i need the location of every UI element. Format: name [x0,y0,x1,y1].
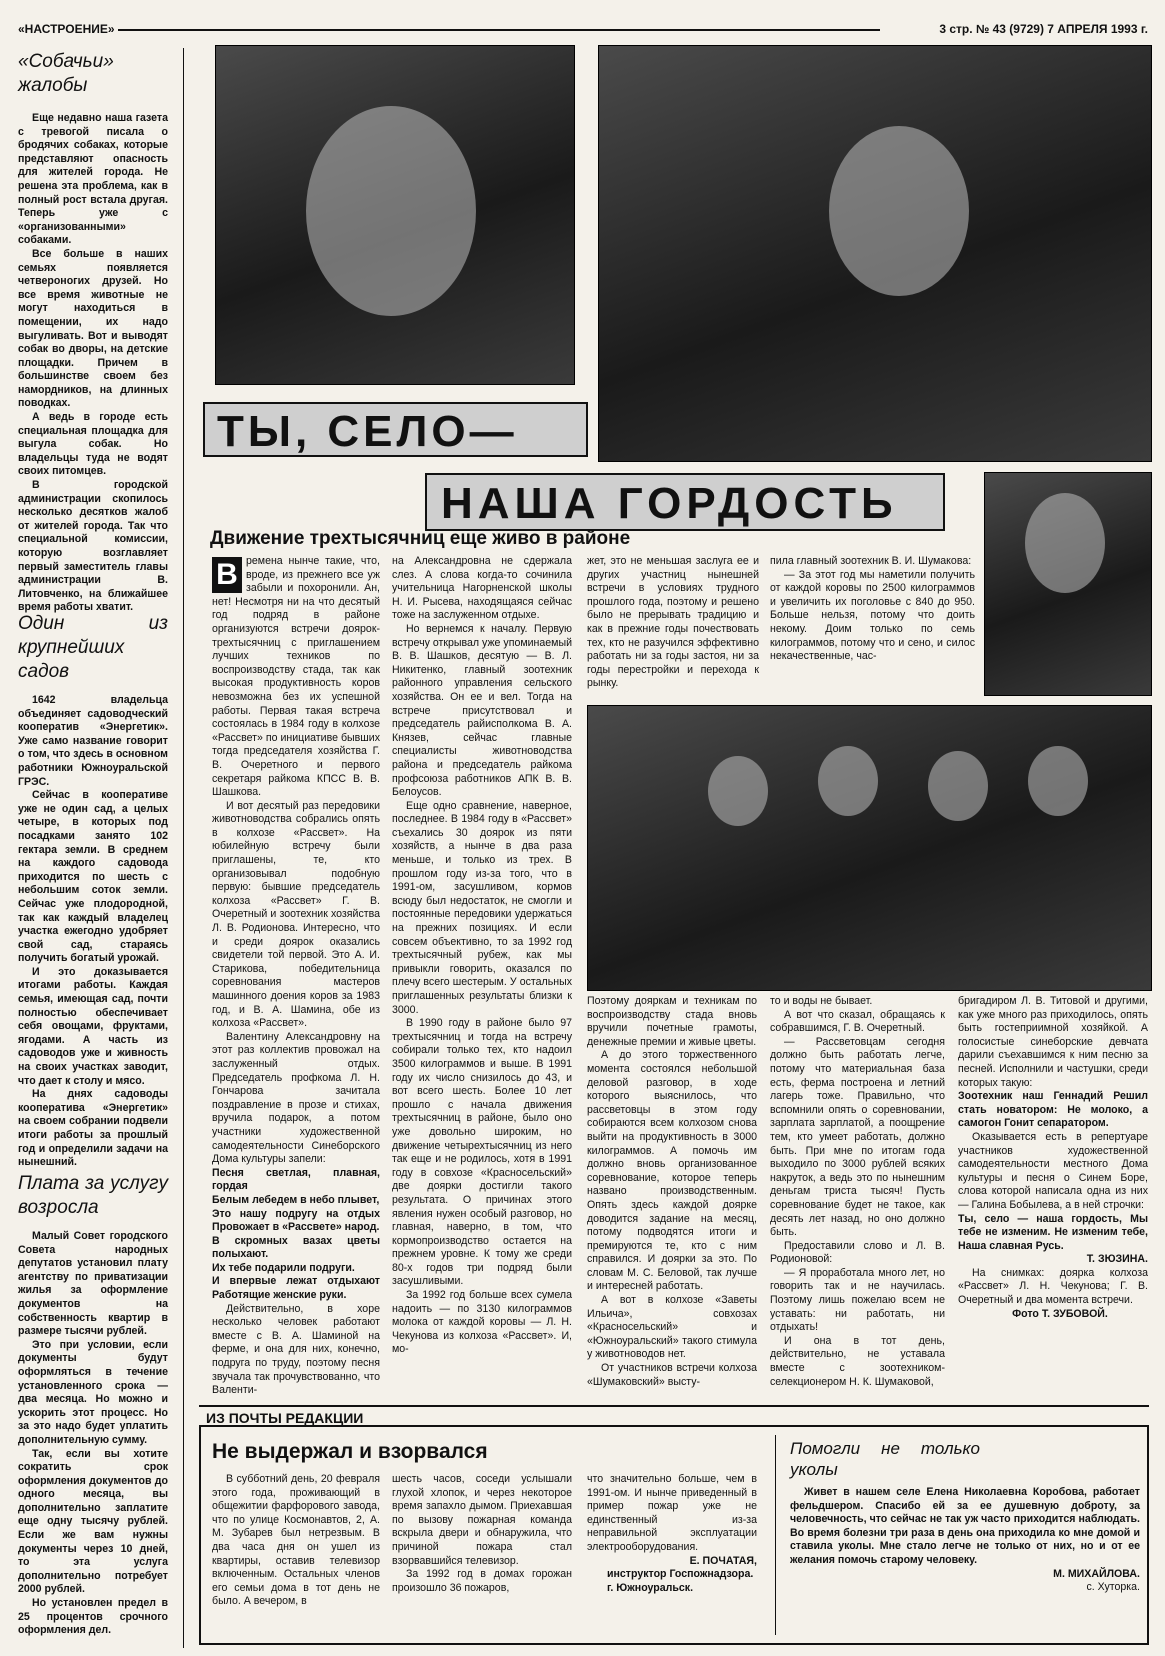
service-p4: Но установлен предел в 25 процентов срочного оформления дел. [18,1597,168,1637]
main-c1d: Действительно, в хоре несколько человек работают вместе с В. А. Шаминой на ферме, и она для них, конечно, подруга по труду, поэтому песня звучала так прочувствованно, что Валенти- [212,1302,380,1397]
fire-role: инструктор Госпожнадзора. [607,1568,754,1581]
dogs-p2: Все больше в наших семьях появляется четвероногих друзей. Но все время животные не могут находиться в помещении, их надо выгуливать. Вот и выводят собак во дворы, на детские площадки. Причем в большинстве своем без намордников, на длинных поводках. [18,247,168,410]
dogs-p3: А ведь в городе есть специальная площадка для выгула собак. Но владельцы туда не водят своих питомцев. [18,411,168,478]
dogs-title: «Собачьи» жалобы [18,51,114,96]
main-b2e: — Я проработала много лет, но говорить так и не научилась. Поэтому лишь пожелаю всем не уставать: ни работать, ни отдыхать! [770,1266,945,1334]
main-c2: на Александровна не сдержала слез. А слова когда-то сочинила учительница Нагорненской школы Н. И. Рысева, находящаяся сейчас тоже на заслуженном отдыхе. [392,555,572,622]
poem-line: В скромных вазах цветы полыхают. [212,1234,380,1261]
main-col-b1 [587,995,757,1400]
gardens-title: Один из крупнейших садов [18,613,168,682]
main-c2b: Но вернемся к началу. Первую встречу открывал уже упоминаемый В. В. Шашков, десятую — В. Л. Никитенко, главный зоотехник районного управления сельского хозяйства. Он ее и вел. Тогда на встрече присутствовал и председатель райисполкома В. А. Князев, сейчас главные специалисты животноводства района и председатель райкома профсоюза работников АПК В. В. Белоусов. [392,622,572,799]
main-b2c: — Рассветовцам сегодня должно быть работать легче, потому что материальная база есть, ферма построена и летний лагерь тоже. Правильно, что вспомнили опять о соревновании, зарплата зарплатой, а поощрение тем, кто умеет работать, должно быть. При мне по итогам года выходило по 3000 рублей всяких накруток, а ведь это по нынешним деньгам триста тысяч! Пусть соревнование будет не такое, как десять лет назад, но оно должно быть. [770,1035,945,1239]
headline-part2: НАША ГОРДОСТЬ [425,473,945,531]
help-author: М. МИХАЙЛОВА. [1053,1567,1140,1580]
main-b2d: Предоставили слово и Л. В. Родионовой: [770,1239,945,1266]
main-c1c: Валентину Александровну на этот раз коллектив провожал на заслуженный отдых. Председатель профкома Л. Н. Гончарова зачитала поздравление в прозе и стихах, вручила подарок, а потом участники художественной самодеятельности Синеборского Дома культуры запели: [212,1030,380,1166]
mail-section-tag: ИЗ ПОЧТЫ РЕДАКЦИИ [200,1410,369,1426]
main-b1c: А вот в колхозе «Заветы Ильича», совхозах «Красносельский» и «Южноуральский» такого стимула у животноводов нет. [587,1294,757,1361]
dogs-article [18,50,168,614]
issue-info: 3 стр. № 43 (9729) 7 АПРЕЛЯ 1993 г. [939,22,1148,36]
fire-p2b: За 1992 год в домах горожан произошло 36 пожаров, [392,1568,572,1594]
photo-award-moment [598,45,1152,462]
photo-credit: Фото Т. ЗУБОВОЙ. [1012,1307,1108,1320]
gardens-p2: Сейчас в кооперативе уже не один сад, а целых четыре, в которых под посадками занято 102 гектара земли. В среднем на каждого садовода приходится по шесть с небольшим соток земли. Сейчас уже плодородной, так как каждый владелец участка ежегодно удобряет свой сад, стараясь получить богатый урожай. [18,789,168,965]
main-col-b3 [958,995,1148,1400]
song-lines: Ты, село — наша гордость, Мы тебе не изменим. Не изменим тебе, Наша славная Русь. [958,1212,1148,1252]
dogs-p1: Еще недавно наша газета с тревогой писала о бродячих собаках, которые представляют опасность для жителей города. Не решена эта проблема, как в полный рост встала другая. Теперь уже с «организованными» собаками. [18,112,168,247]
fire-col-2 [392,1473,572,1638]
poem-line: Белым лебедем в небо плывет, [212,1193,380,1206]
help-place: с. Хуторка. [1086,1581,1140,1594]
headline-subtitle: Движение трехтысячниц еще живо в районе [210,528,631,549]
masthead-rule [118,29,880,31]
service-article [18,1172,168,1642]
gardens-p1: 1642 владельца объединяет садоводческий кооператив «Энергетик». Уже само название говорит о том, что здесь в основном работники Южноуральской ГРЭС. [18,694,168,788]
mail-rule [199,1405,1149,1407]
main-col-2 [392,555,572,1400]
main-b2: то и воды не бывает. [770,995,873,1007]
service-p3: Так, если вы хотите сократить срок оформления документов до одного месяца, вы дополнительно заплатите еще одну тысячу рублей. Если же вам нужны документы через 10 дней, то эта услуга дополнительно потребует 2000 рублей. [18,1447,168,1596]
main-c2d: В 1990 году в районе было 97 трехтысячниц и тогда на встречу собирали только тех, кто надоил 3500 килограммов и выше. В 1991 году их число снизилось до 43, и вот всего шесть. Более 10 лет прошло с начала движения трехтысячниц в районе, было оно уже довольно широким, но движение четырехтысячниц из него так еще и не родилось, хотя в 1991 году в совхозе «Красносельский» две доярки достигли такого результата. О причинах этого явления нужен особый разговор, но главная, наверно, в том, что кормопроизводство остается на прежнем уровне. К тому же среди 80-х годов три подряд были засушливыми. [392,1017,572,1288]
dogs-p4: В городской администрации скопилось несколько десятков жалоб от жителей города. Так что специальной комиссии, которую возглавляет первый заместитель главы администрации В. Литовченко, на ближайшее время работы хватит. [18,479,168,614]
main-b1b: А до этого торжественного момента состоялся небольшой деловой разговор, в ходе которого выяснилось, что рассветовцы в этом году собираются всем колхозом снова выйти на продуктивность в 3000 килограммов. А помочь им должно вновь организованное соревнование, которое теперь названо производственным. Опять здесь каждой доярке доводится задание на месяц, потому подводятся итоги и премируются те, кто с ним справился. И доярки за это. По словам М. С. Беловой, так лучше и интересней работать. [587,1049,757,1293]
main-c2e: За 1992 год больше всех сумела надоить — по 3130 килограммов молока от каждой коровы — Л. Н. Чекунова из колхоза «Рассвет». И, мо- [392,1289,572,1356]
photo-meeting-table [587,705,1152,991]
help-title: Помогли не только уколы [790,1439,980,1479]
fire-p1: В субботний день, 20 февраля этого года, проживающий в общежитии фарфорового завода, что по улице Космонавтов, 2, А. М. Зубарев был нетрезвым. В два часа дня он ушел из квартиры, оставив телевизор включенным. Остальных членов его семьи дома в тот день не было. А вечером, в [212,1473,380,1608]
main-col-1 [212,555,380,1400]
headline-part1: ТЫ, СЕЛО— [203,402,588,457]
fire-col-1 [212,1473,380,1638]
main-b2b: А вот что сказал, обращаясь к собравшимся, Г. В. Очеретный. [770,1008,945,1035]
gardens-p3: И это доказывается итогами работы. Каждая семья, имеющая сад, почти полностью обеспечивает себя овощами, фруктами, ягодами. А часть из садоводов уже и живность на своих участках заводит, что дает к столу и мясо. [18,965,168,1087]
gardens-p4: На днях садоводы кооператива «Энергетик» на своем собрании подвели итоги работы за прошлый год и определили задачи на нынешний. [18,1088,168,1169]
service-p1: Малый Совет городского Совета народных депутатов установил плату агентству по приватизации жилья за оформление документов на собственность квартир в размере тысячи рублей. [18,1230,168,1338]
fire-col-3 [587,1473,757,1638]
chastushka: Зоотехник наш Геннадий Решил стать новатором: Не молоко, а самогон Гонит сепаратором. [958,1090,1148,1130]
poem-line: Их тебе подарили подруги. [212,1261,355,1274]
service-p2: Это при условии, если документы будут оформляться в течение установленного срока — два месяца. Но можно и ускорить этот процесс. Но за это надо будет уплатить дополнительную сумму. [18,1338,168,1446]
photo-milkmaid-portrait [215,45,575,385]
service-title: Плата за услугу возросла [18,1173,168,1218]
mail-divider [775,1435,776,1635]
main-b3b: Оказывается есть в репертуаре участников художественной самодеятельности местного Дома культуры и песня о Синем Боре, слова которой написала одна из них — Галина Бобылева, а в ней строчки: [958,1130,1148,1211]
main-c1: ремена нынче такие, что, вроде, из прежнего все уж забыли и похоронили. Ан, нет! Несмотря ни на что десятый год подряд в районе организуются встречи доярок-трехтысячниц с приглашением лучших техников по воспроизводству стада, так как высокая продуктивность коров невозможна без их успешной работы. Первая такая встреча состоялась в 1984 году в колхозе «Рассвет» по инициативе бывших тогда председателя хозяйства Г. В. Очеретного и первого секретаря райкома КПСС В. В. Шашкова. [212,555,380,799]
photo-ocheretny [984,472,1152,696]
fire-p3: что значительно больше, чем в 1991-ом. И нынче приведенный в пример пожар уже не единственный из-за неправильной эксплуатации электрооборудования. [587,1473,757,1553]
gardens-article [18,612,168,1169]
poem-line: Песня светлая, плавная, гордая [212,1166,380,1193]
main-b1d: От участников встречи колхоза «Шумаковский» высту- [587,1362,757,1388]
paper-name: «НАСТРОЕНИЕ» [18,22,115,36]
main-b2f: И она в тот день, действительно, не уставала вместе с зоотехником-селекционером Н. К. Шумаковой, [770,1334,945,1388]
main-col-4 [770,555,975,700]
fire-city: г. Южноуральск. [607,1581,694,1594]
main-c3: жет, это не меньшая заслуга ее и других участниц нынешней встречи в условиях трудного прошлого года, поэтому и решено было не прерывать традицию и как в прежние годы почествовать тех, кто не разучился эффективно работать ни за годы застоя, ни за годы перестройки и перехода к рынку. [587,555,759,690]
main-b3: бригадиром Л. В. Титовой и другими, как уже много раз приходилось, опять быть гостеприимной хозяйкой. А голосистые синеборские девчата дарили съехавшимся к ним песню за песней. Исполнили и частушки, среди которых такую: [958,995,1148,1089]
poem-line: Это нашу подругу на отдых Провожает в «Рассвете» народ. [212,1207,380,1234]
fire-title: Не выдержал и взорвался [212,1440,488,1463]
column-divider [183,48,184,1648]
main-c4: пила главный зоотехник В. И. Шумакова: [770,555,972,567]
main-c1b: И вот десятый раз передовики животноводства собрались опять в колхозе «Рассвет». На юбилейную встречу были приглашены, те, кто организовывал подобную первую: бывшие председатель колхоза «Рассвет» Г. В. Очеретный и зоотехник хозяйства Л. В. Родионова. Интересно, что и среди доярок оказались свидетели той первой. Это А. И. Старикова, победительница соревнования мастеров машинного доения коров за 1983 год, и В. А. Шамина, обе из колхоза «Рассвет». [212,799,380,1030]
main-c2c: Еще одно сравнение, наверное, последнее. В 1984 году в «Рассвет» съехались 30 доярок из пяти хозяйств, а нынче в два раза меньше, и только из трех. В прошлом году из-за того, что в 1991-ом, засушливом, кормов всюду был недостаток, не смогли и постоянные передовики удержаться на прежних позициях. И если совсем объективно, то за 1992 год трехтысячный рубеж, как мы привыкли говорить, оказался по плечу всего шестерым. У остальных приглашенных результаты близки к 3000. [392,799,572,1016]
main-col-b2 [770,995,945,1400]
fire-author: Е. ПОЧАТАЯ, [689,1554,757,1567]
help-article [790,1438,1140,1638]
help-text: Живет в нашем селе Елена Николаевна Коробова, работает фельдшером. Спасибо ей за ее душевную доброту, за человечность, что сейчас не так уж часто приходится наблюдать. Во время болезни три раза в день она приходила ко мне домой и ставила уколы. Мне стало легче не только от них, но и от ее желания помочь старому человеку. [790,1486,1140,1566]
fire-p2: шесть часов, соседи услышали глухой хлопок, и через некоторое время запахло дымом. Приехавшая по вызову пожарная команда вскрыла двери и обнаружила, что причиной пожара стал взорвавшийся телевизор. [392,1473,572,1567]
author-signature: Т. ЗЮЗИНА. [1086,1253,1148,1266]
main-c4b: — За этот год мы наметили получить от каждой коровы по 2500 килограммов и увеличить их поголовье с 840 до 950. Больше нельзя, потому что доить некому. Доим только по семь килограммов, потому что и сено, и силос некачественные, час- [770,568,975,663]
photo-caption: На снимках: доярка колхоза «Рассвет» Л. Н. Чекунова; Г. В. Очеретный и два момента встречи. [958,1266,1148,1307]
main-col-3 [587,555,759,700]
main-b1: Поэтому дояркам и техникам по воспроизводству стада вновь вручили почетные грамоты, денежные премии и живые цветы. [587,995,757,1048]
poem-line: И впервые лежат отдыхают Работящие женские руки. [212,1275,380,1302]
dropcap: В [212,557,242,593]
